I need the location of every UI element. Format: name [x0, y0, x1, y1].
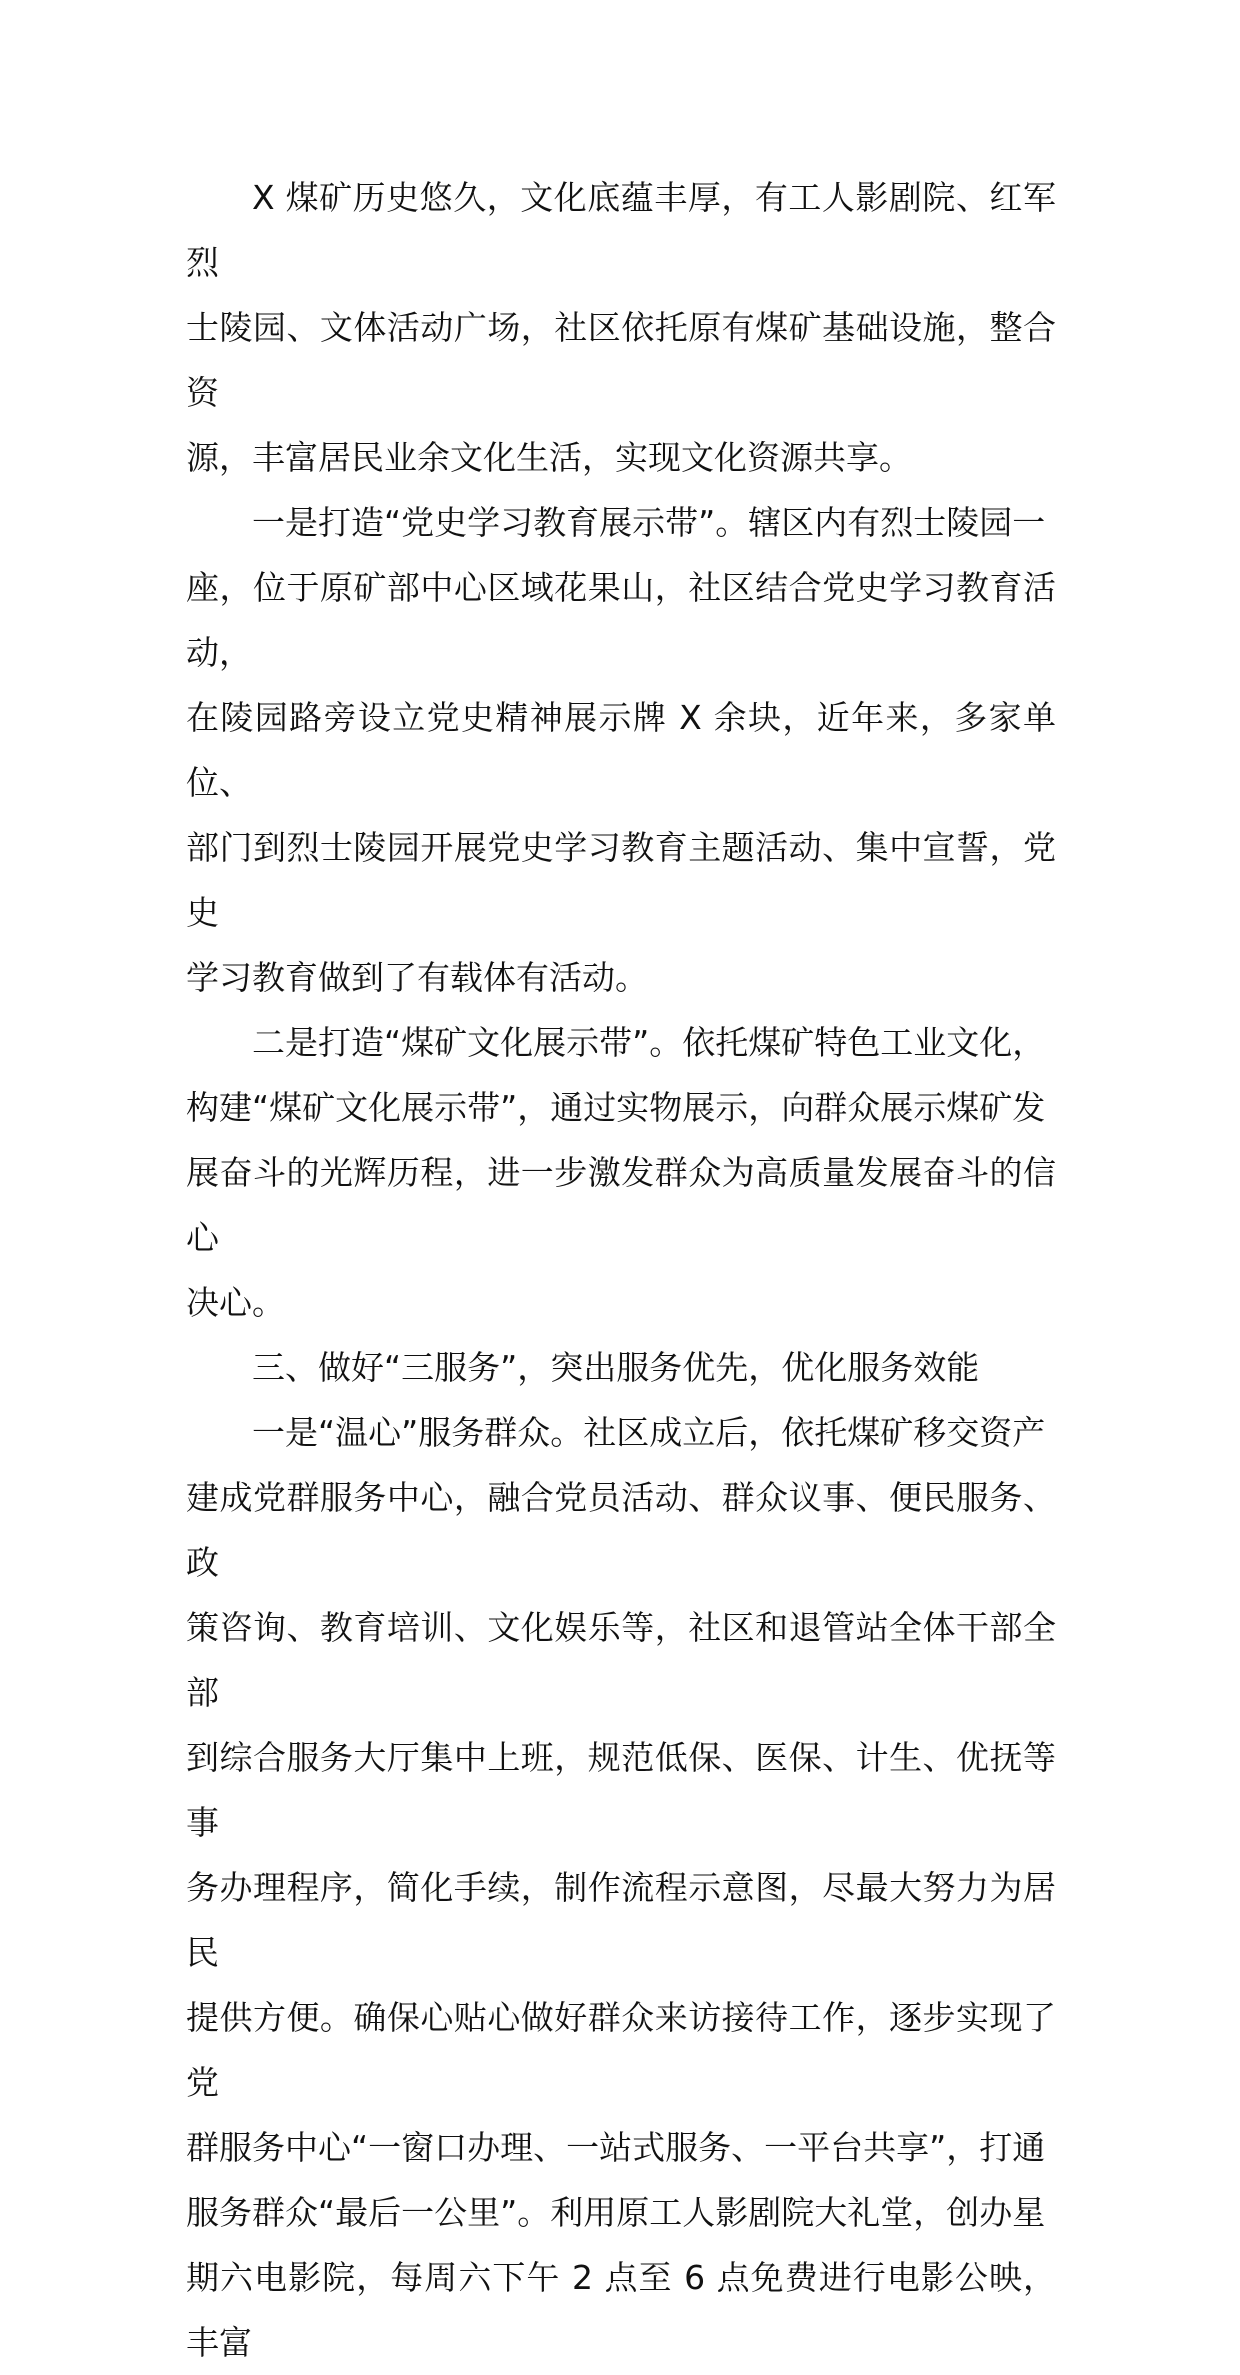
text-line: 到综合服务大厅集中上班，规范低保、医保、计生、优抚等事 — [186, 1738, 1056, 1842]
text-line: 一是打造“党史学习教育展示带”。辖区内有烈士陵园一 — [252, 503, 1046, 542]
text-line: X 煤矿历史悠久，文化底蕴丰厚，有工人影剧院、红军烈 — [186, 178, 1056, 282]
section-heading-three-services — [186, 1335, 1056, 1400]
text-line: 部门到烈士陵园开展党史学习教育主题活动、集中宣誓，党史 — [186, 828, 1056, 932]
text-line: 策咨询、教育培训、文化娱乐等，社区和退管站全体干部全部 — [186, 1608, 1056, 1712]
text-line: 学习教育做到了有载体有活动。 — [186, 958, 648, 997]
text-line: 提供方便。确保心贴心做好群众来访接待工作，逐步实现了党 — [186, 1998, 1056, 2102]
text-line: 源，丰富居民业余文化生活，实现文化资源共享。 — [186, 438, 912, 477]
text-line: 展奋斗的光辉历程，进一步激发群众为高质量发展奋斗的信心 — [186, 1153, 1056, 1257]
text-line: 士陵园、文体活动广场，社区依托原有煤矿基础设施，整合资 — [186, 308, 1056, 412]
text-line: 二是打造“煤矿文化展示带”。依托煤矿特色工业文化， — [252, 1023, 1046, 1062]
document-body — [186, 165, 1056, 2375]
paragraph-party-history-belt — [186, 490, 1056, 1010]
text-line: 服务群众“最后一公里”。利用原工人影剧院大礼堂，创办星 — [186, 2193, 1046, 2232]
text-line: 构建“煤矿文化展示带”，通过实物展示，向群众展示煤矿发 — [186, 1088, 1046, 1127]
text-line: 在陵园路旁设立党史精神展示牌 X 余块，近年来，多家单位、 — [186, 698, 1056, 802]
paragraph-warm-heart-service — [186, 1400, 1056, 2375]
text-line: 期六电影院，每周六下午 2 点至 6 点免费进行电影公映，丰富 — [186, 2258, 1056, 2362]
text-line: 三、做好“三服务”，突出服务优先，优化服务效能 — [252, 1348, 980, 1387]
text-line: 群服务中心“一窗口办理、一站式服务、一平台共享”，打通 — [186, 2128, 1046, 2167]
text-line: 务办理程序，简化手续，制作流程示意图，尽最大努力为居民 — [186, 1868, 1056, 1972]
paragraph-cultural-resources — [186, 165, 1056, 490]
text-line: 座，位于原矿部中心区域花果山，社区结合党史学习教育活动， — [186, 568, 1056, 672]
text-line: 决心。 — [186, 1283, 285, 1322]
text-line: 建成党群服务中心，融合党员活动、群众议事、便民服务、政 — [186, 1478, 1056, 1582]
text-line: 一是“温心”服务群众。社区成立后，依托煤矿移交资产 — [252, 1413, 1046, 1452]
paragraph-coal-culture-belt — [186, 1010, 1056, 1335]
